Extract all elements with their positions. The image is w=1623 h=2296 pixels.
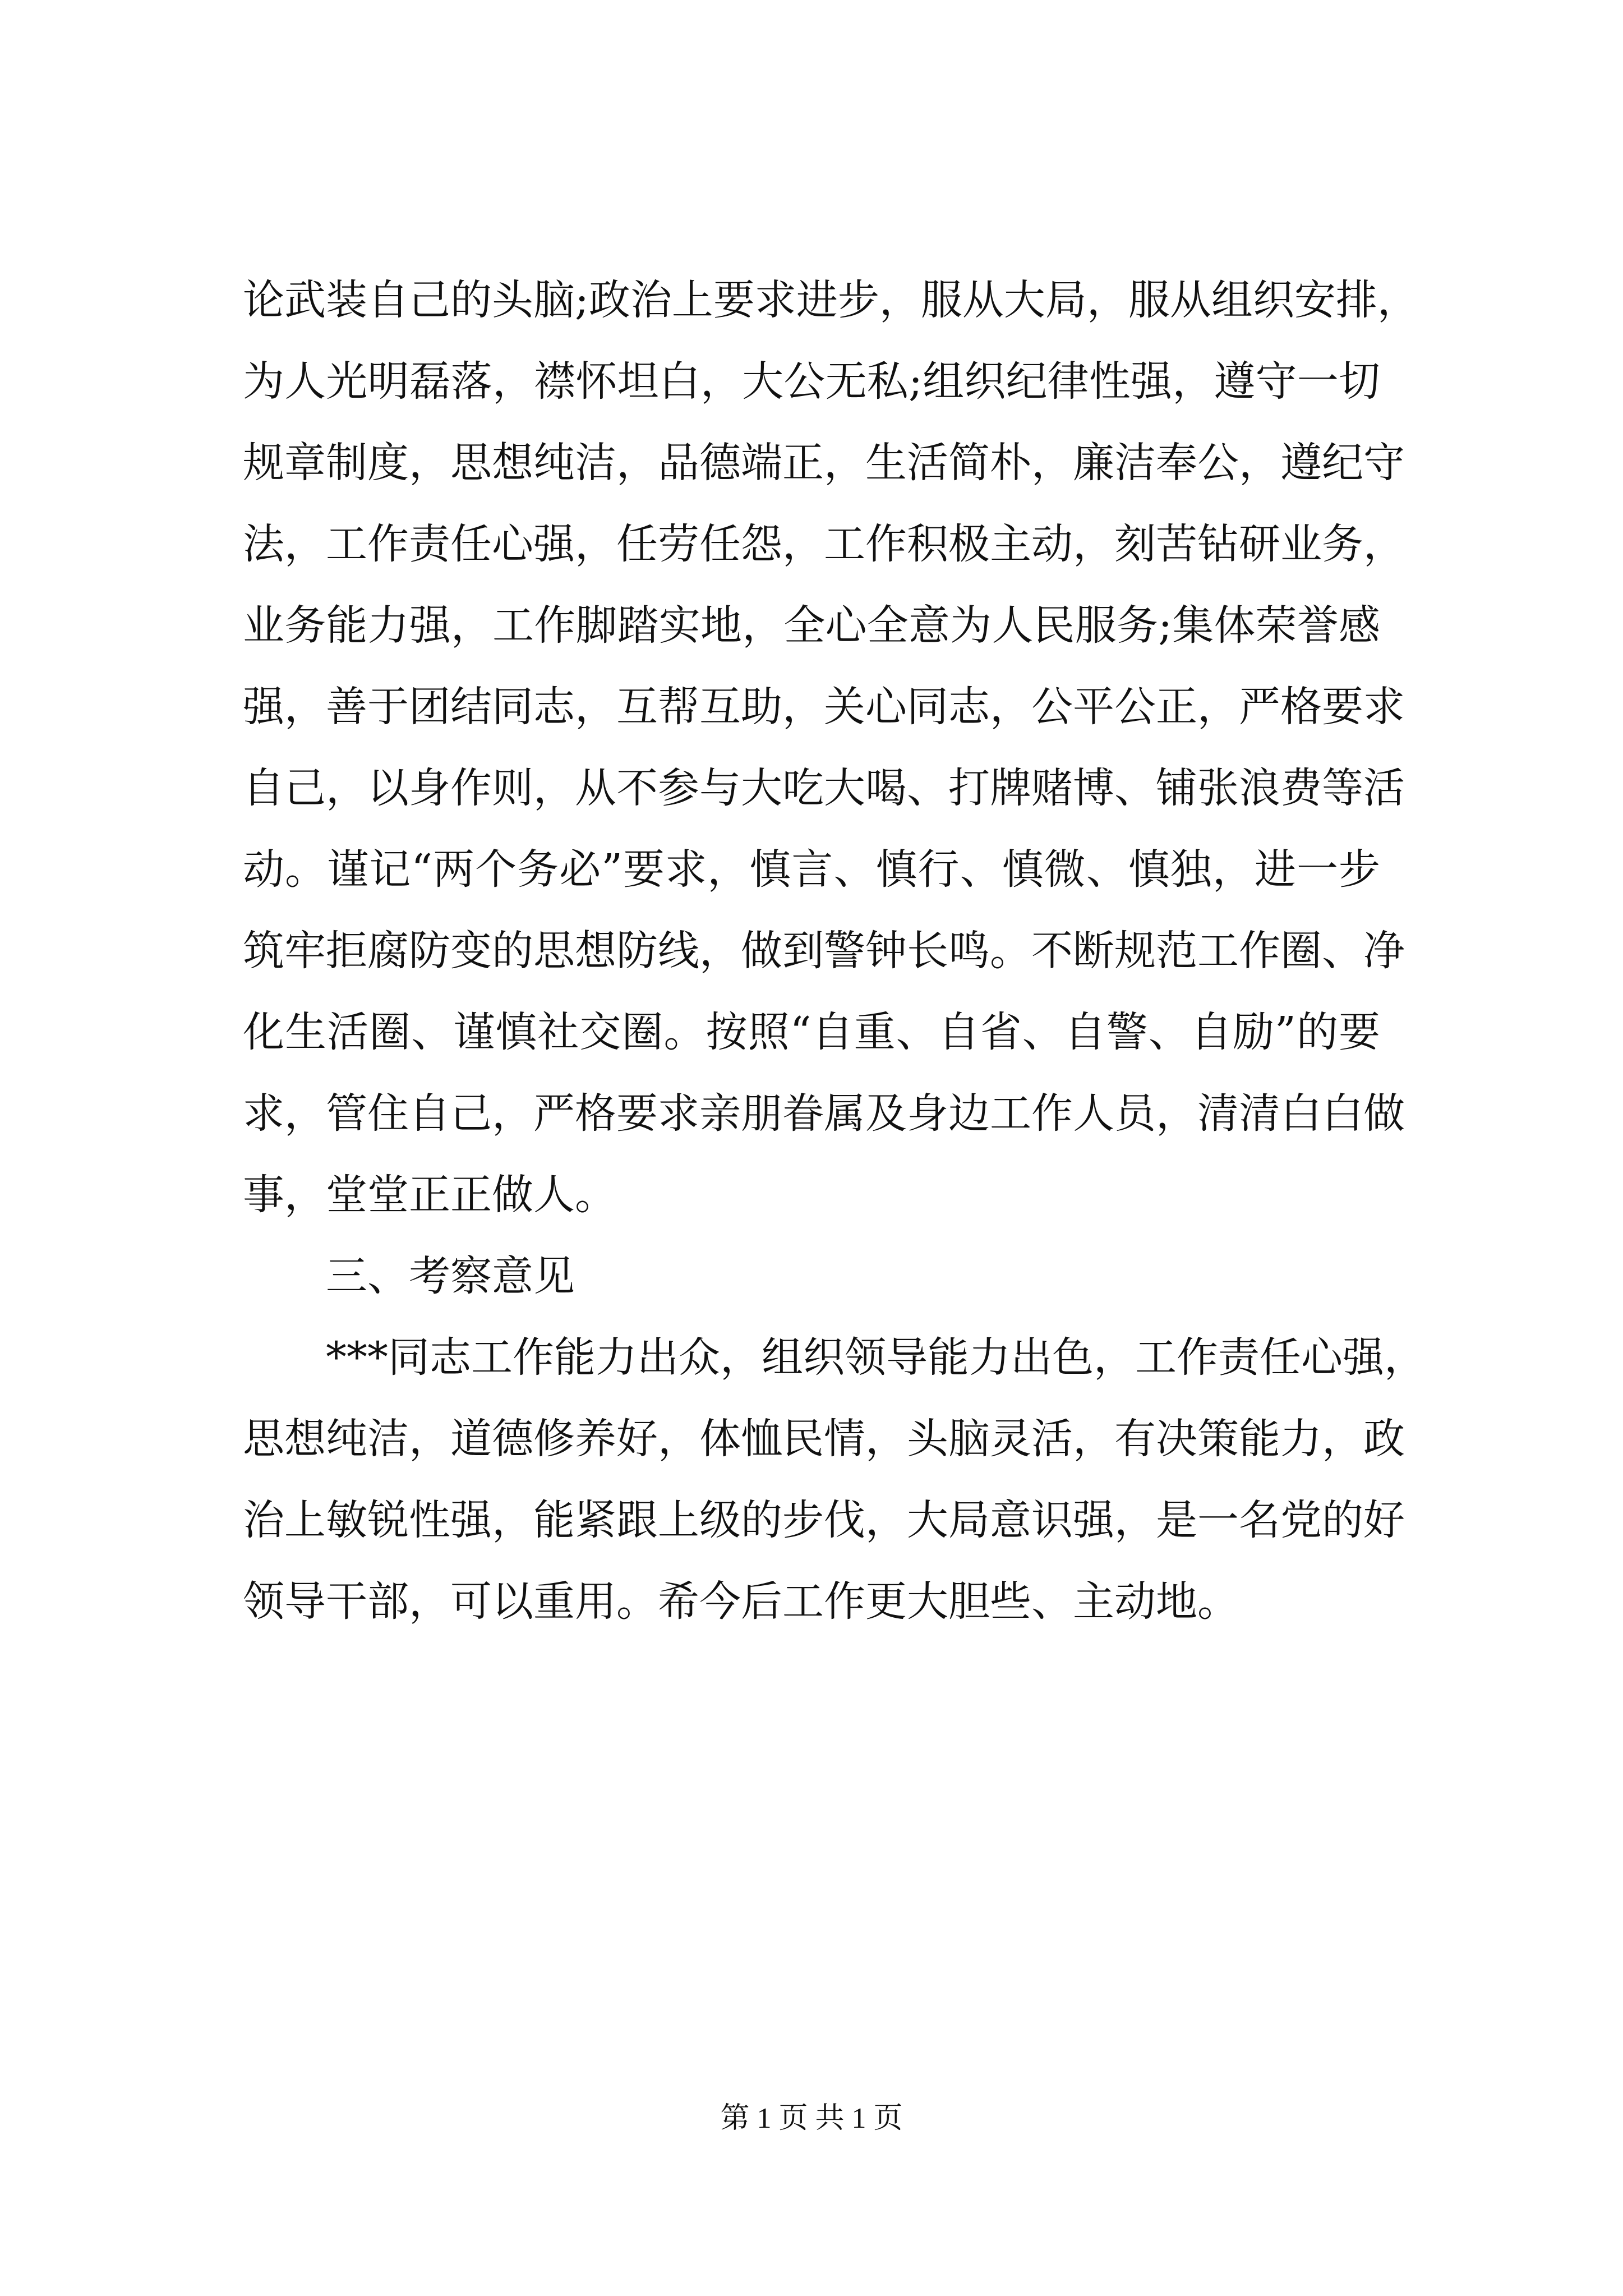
body-text-line: 领导干部，可以重用。希今后工作更大胆些、主动地。	[243, 1577, 1239, 1626]
body-text-line: 自己，以身作则，从不参与大吃大喝、打牌赌博、铺张浪费等活	[243, 764, 1405, 812]
body-text-line: 治上敏锐性强，能紧跟上级的步伐，大局意识强，是一名党的好	[243, 1496, 1405, 1544]
body-text-line: 为人光明磊落，襟怀坦白，大公无私;组织纪律性强，遵守一切	[243, 357, 1380, 406]
body-text-line: 事，堂堂正正做人。	[243, 1171, 616, 1219]
body-text-line: 法，工作责任心强，任劳任怨，工作积极主动，刻苦钻研业务，	[243, 520, 1405, 568]
body-text-line: ***同志工作能力出众，组织领导能力出色，工作责任心强，	[326, 1333, 1426, 1382]
body-text-line: 求，管住自己，严格要求亲朋眷属及身边工作人员，清清白白做	[243, 1089, 1405, 1138]
body-text-line: 化生活圈、谨慎社交圈。按照“自重、自省、自警、自励”的要	[243, 1008, 1380, 1056]
body-text-line: 思想纯洁，道德修养好，体恤民情，头脑灵活，有决策能力，政	[243, 1415, 1405, 1463]
body-text-line: 动。谨记“两个务必”要求，慎言、慎行、慎微、慎独，进一步	[243, 845, 1380, 894]
section-heading: 三、考察意见	[326, 1252, 575, 1300]
body-text-line: 筑牢拒腐防变的思想防线，做到警钟长鸣。不断规范工作圈、净	[243, 927, 1405, 975]
body-text-line: 论武装自己的头脑;政治上要求进步，服从大局，服从组织安排，	[243, 276, 1419, 324]
body-text-line: 业务能力强，工作脚踏实地，全心全意为人民服务;集体荣誉感	[243, 601, 1380, 650]
body-text-line: 强，善于团结同志，互帮互助，关心同志，公平公正，严格要求	[243, 683, 1405, 731]
body-text-line: 规章制度，思想纯洁，品德端正，生活简朴，廉洁奉公，遵纪守	[243, 439, 1405, 487]
page-footer: 第 1 页 共 1 页	[720, 2102, 903, 2134]
